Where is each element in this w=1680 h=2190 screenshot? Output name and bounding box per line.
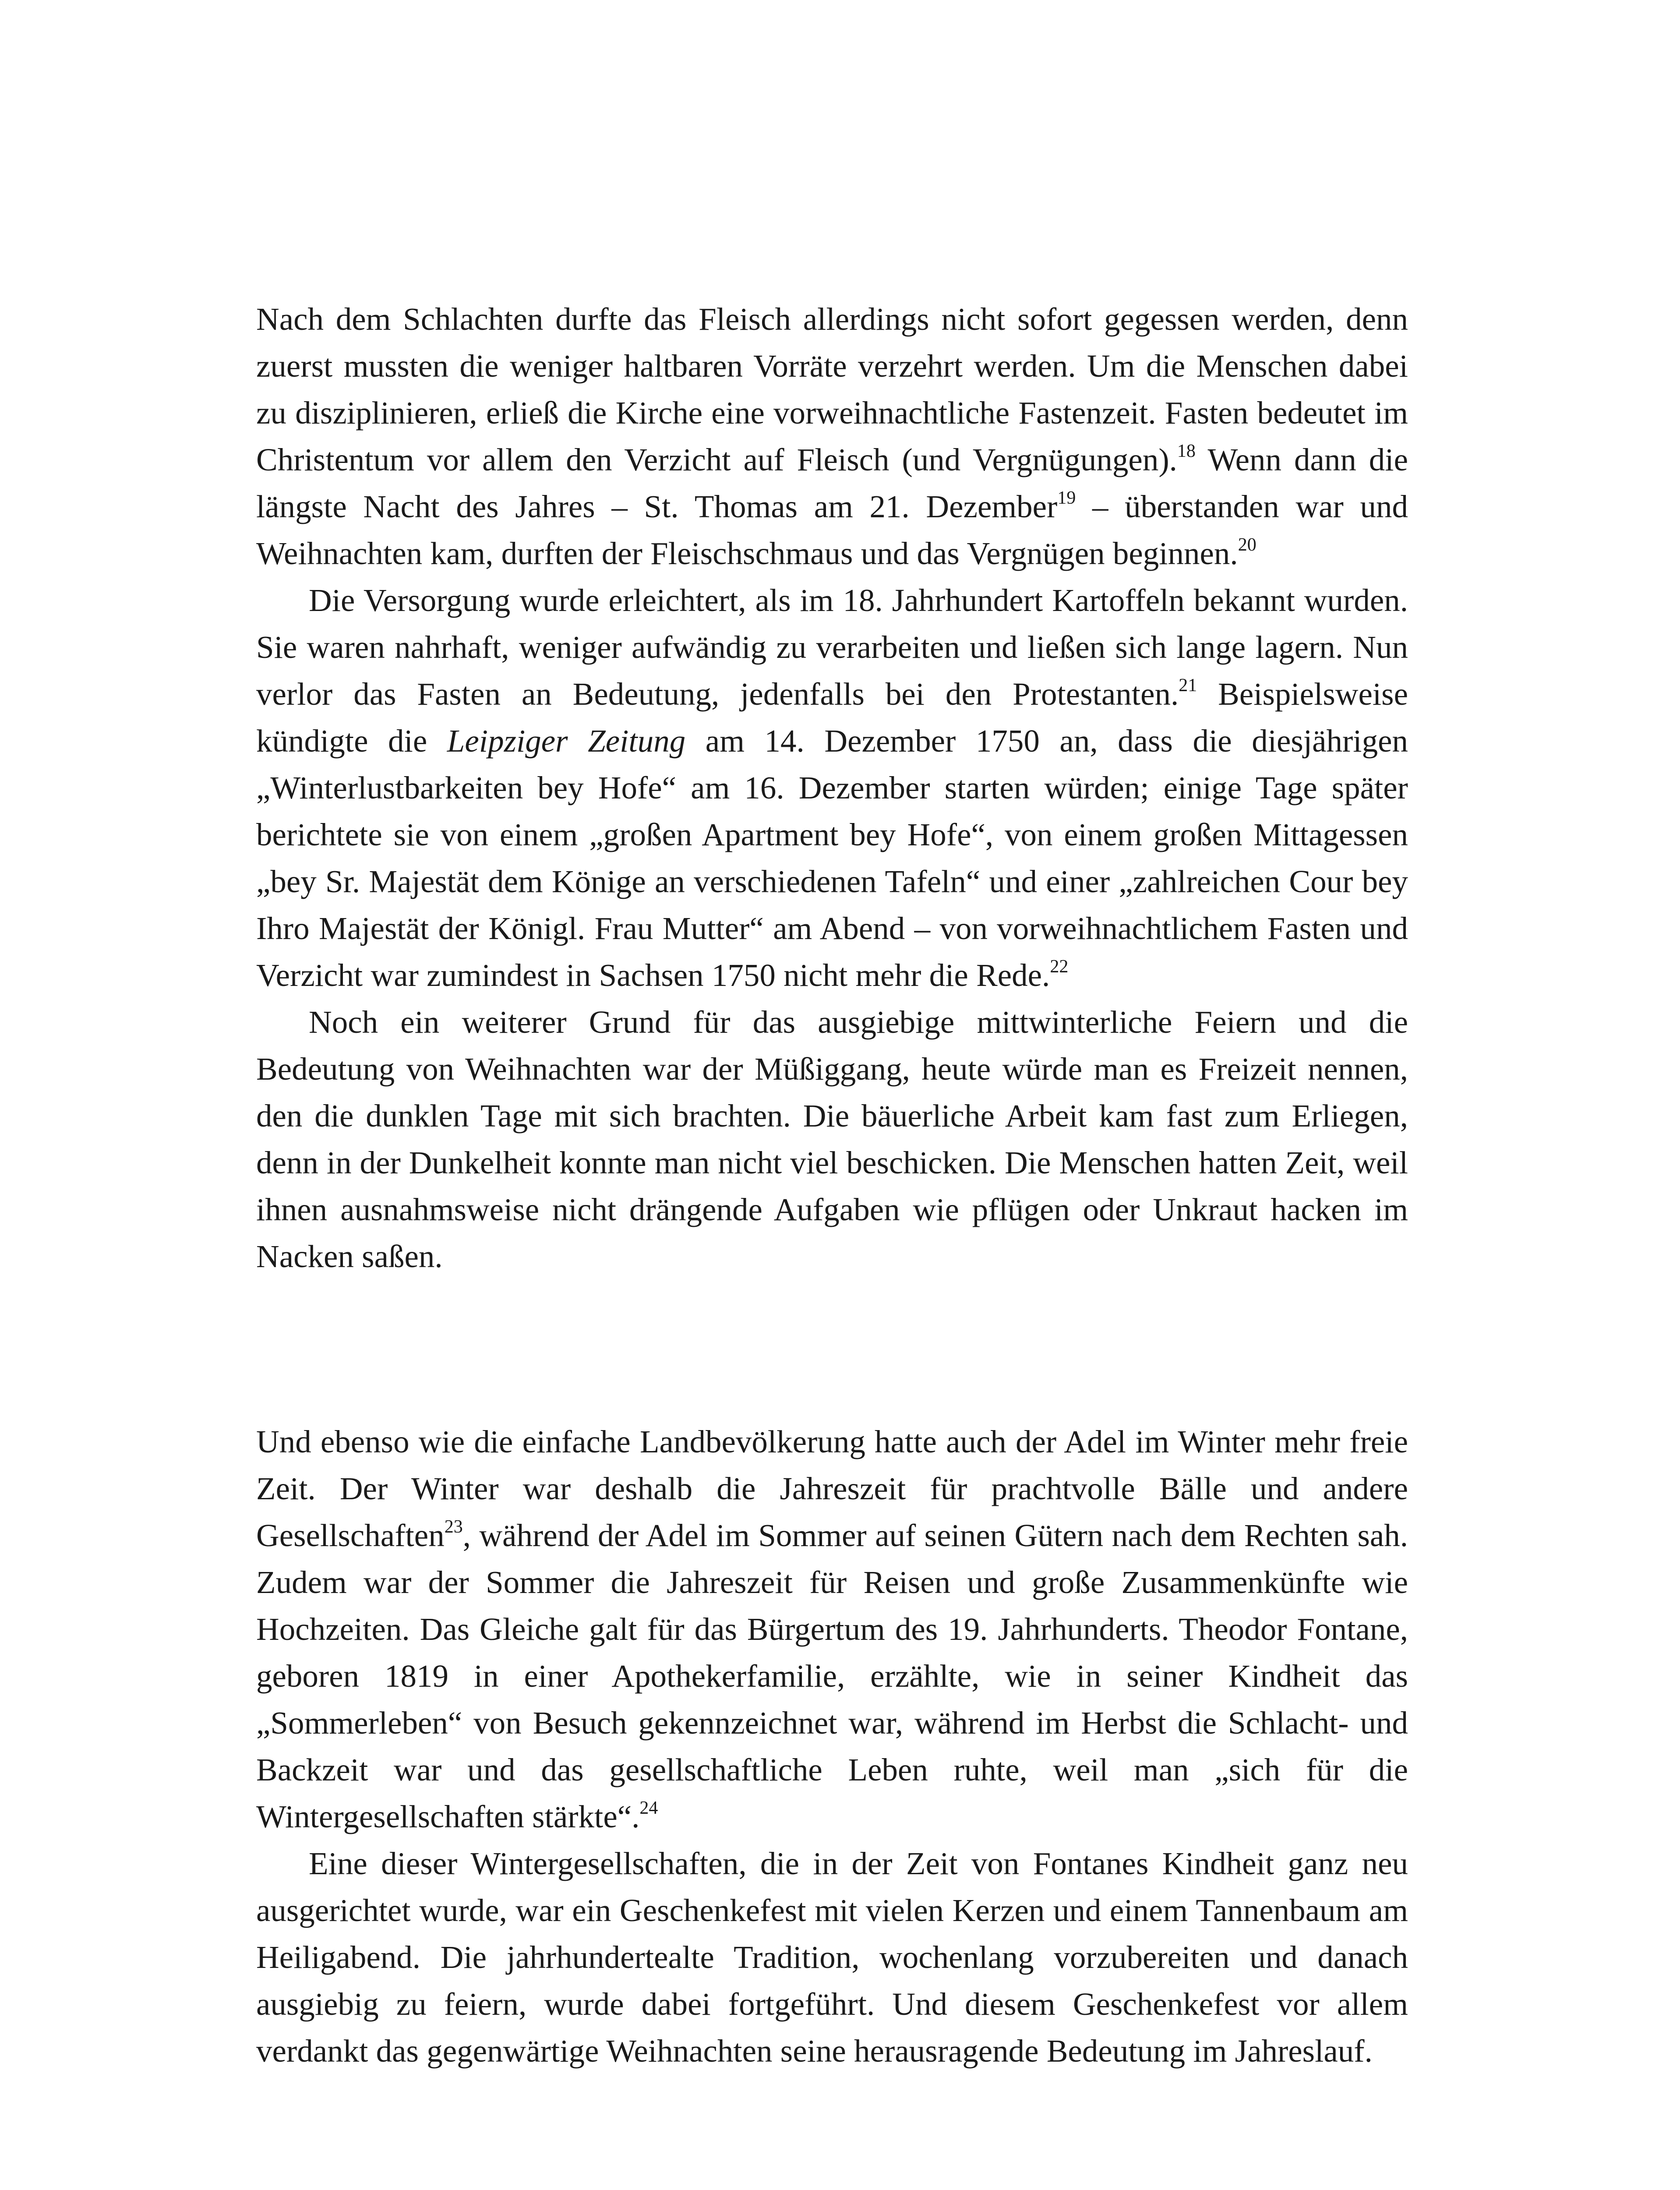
text-run: Eine dieser Wintergesellschaften, die in der Zeit von Fontanes Kindheit ganz neu ausgerichtet wurde, war ein Geschenkefest mit vielen Kerzen und einem Tannenbaum am Heiligabend. Die jahrhundertealte Tradition, wochenlang vorzubereiten und danach ausgiebig zu feiern, wurde dabei fortgeführt. Und diesem Geschenkefest vor allem verdankt das gegenwärtige Weihnachten seine herausragende Bedeutung im Jahreslauf. <box>256 1846 1408 2069</box>
text-section-2 <box>256 1418 1408 2074</box>
paragraph <box>256 577 1408 999</box>
footnote-ref[interactable]: 19 <box>1057 487 1076 508</box>
text-run: Wenn dann die längste Nacht des Jahres – St. Thomas am 21. Dezember <box>256 442 1408 524</box>
text-run: Beispielsweise kündigte die <box>256 676 1408 759</box>
footnote-ref[interactable]: 22 <box>1050 956 1069 977</box>
text-run: – überstanden war und Weihnachten kam, durften der Fleischschmaus und das Vergnügen beginnen. <box>256 489 1408 571</box>
footnote-ref[interactable]: 18 <box>1177 441 1196 461</box>
newspaper-title: Leipziger Zeitung <box>447 723 686 759</box>
text-run: Die Versorgung wurde erleichtert, als im 18. Jahrhundert Kartoffeln bekannt wurden. Sie waren nahrhaft, weniger aufwändig zu verarbeiten und ließen sich lange lagern. Nun verlor das Fasten an Bedeutung, jedenfalls bei den Protestanten. <box>256 583 1408 712</box>
footnote-ref[interactable]: 20 <box>1238 534 1256 555</box>
paragraph <box>256 999 1408 1280</box>
text-run: am 14. Dezember 1750 an, dass die diesjährigen „Winterlustbarkeiten bey Hofe“ am 16. Dezember starten würden; einige Tage später berichtete sie von einem „großen Apartment bey Hofe“, von einem großen Mittagessen „bey Sr. Majestät dem Könige an verschiedenen Tafeln“ und einer „zahlreichen Cour bey Ihro Majestät der Königl. Frau Mutter“ am Abend – von vorweihnachtlichem Fasten und Verzicht war zumindest in Sachsen 1750 nicht mehr die Rede. <box>256 723 1408 993</box>
footnote-ref[interactable]: 21 <box>1179 675 1197 696</box>
footnote-ref[interactable]: 23 <box>444 1516 463 1537</box>
paragraph <box>256 1418 1408 1840</box>
text-run: Nach dem Schlachten durfte das Fleisch allerdings nicht sofort gegessen werden, denn zuerst mussten die weniger haltbaren Vorräte verzehrt werden. Um die Menschen dabei zu disziplinieren, erließ die Kirche eine vorweihnachtliche Fastenzeit. Fasten bedeutet im Christentum vor allem den Verzicht auf Fleisch (und Vergnügungen). <box>256 301 1408 477</box>
paragraph <box>256 1840 1408 2074</box>
text-run: Und ebenso wie die einfache Landbevölkerung hatte auch der Adel im Winter mehr freie Zeit. Der Winter war deshalb die Jahreszeit für prachtvolle Bälle und andere Gesellschaften <box>256 1424 1408 1553</box>
text-section-1 <box>256 296 1408 1280</box>
text-run: , während der Adel im Sommer auf seinen Gütern nach dem Rechten sah. Zudem war der Sommer die Jahreszeit für Reisen und große Zusammenkünfte wie Hochzeiten. Das Gleiche galt für das Bürgertum des 19. Jahrhunderts. Theodor Fontane, geboren 1819 in einer Apothekerfamilie, erzählte, wie in seiner Kindheit das „Sommerleben“ von Besuch gekennzeichnet war, während im Herbst die Schlacht- und Backzeit war und das gesellschaftliche Leben ruhte, weil man „sich für die Wintergesellschaften stärkte“. <box>256 1518 1408 1834</box>
text-run: Noch ein weiterer Grund für das ausgiebige mittwinterliche Feiern und die Bedeutung von Weihnachten war der Müßiggang, heute würde man es Freizeit nennen, den die dunklen Tage mit sich brachten. Die bäuerliche Arbeit kam fast zum Erliegen, denn in der Dunkelheit konnte man nicht viel beschicken. Die Menschen hatten Zeit, weil ihnen ausnahmsweise nicht drängende Aufgaben wie pflügen oder Unkraut hacken im Nacken saßen. <box>256 1004 1408 1274</box>
footnote-ref[interactable]: 24 <box>639 1798 658 1818</box>
paragraph <box>256 296 1408 577</box>
